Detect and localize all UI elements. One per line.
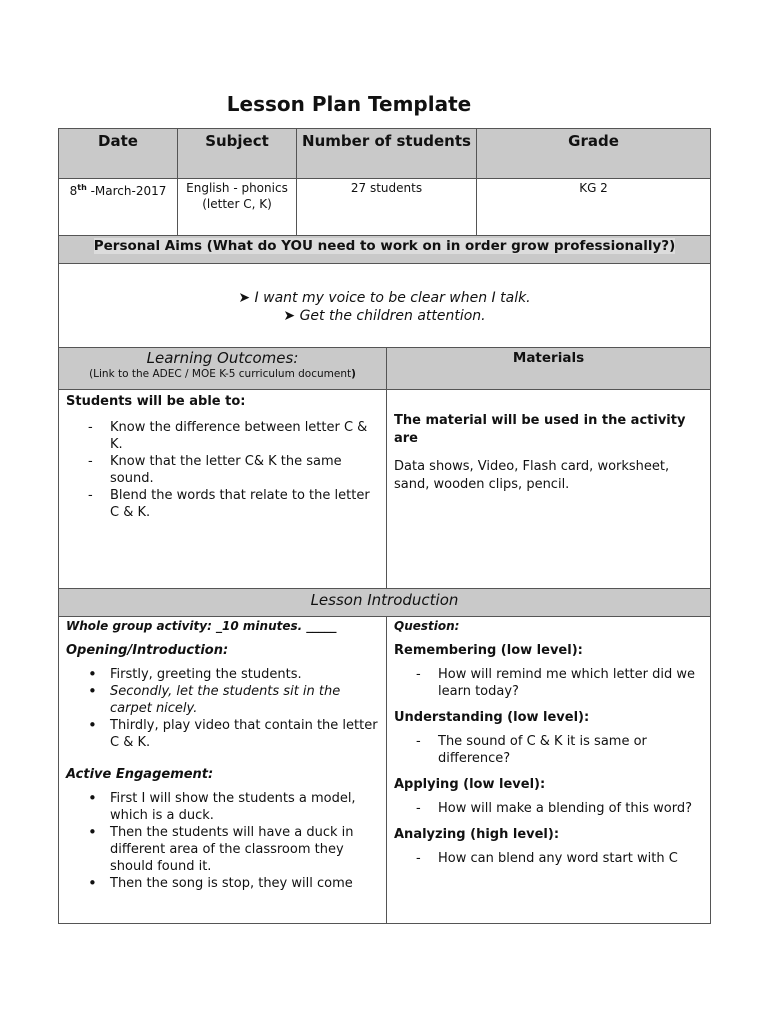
lesson-activities-cell <box>59 617 387 924</box>
applying-title: Applying (low level): <box>394 777 546 792</box>
date-cell <box>59 179 178 236</box>
aims-header-text: Personal Aims (What do YOU need to work on in order grow professionally?) <box>93 238 676 254</box>
page-title: Lesson Plan Template <box>226 92 472 116</box>
outcomes-lead: Students will be able to: <box>66 394 246 409</box>
list-item: - Know the difference between letter C & K. <box>88 419 379 453</box>
grade-header: Grade <box>477 129 711 179</box>
learning-outcomes-body <box>59 390 387 589</box>
list-item: • Firstly, greeting the students. <box>88 666 379 683</box>
understanding-list <box>394 733 703 767</box>
subject-cell: English - phonics (letter C, K) <box>178 179 297 236</box>
remembering-title: Remembering (low level): <box>394 643 583 658</box>
understanding-title: Understanding (low level): <box>394 710 590 725</box>
opening-list <box>66 666 379 751</box>
list-item: - How will remind me which letter did we learn today? <box>416 666 703 700</box>
question-label: Question: <box>394 619 460 633</box>
opening-title: Opening/Introduction: <box>66 643 229 658</box>
date-rest: -March-2017 <box>86 184 167 198</box>
date-day: 8 <box>69 184 78 198</box>
remembering-list <box>394 666 703 700</box>
list-item: - How can blend any word start with C <box>416 850 703 867</box>
outcomes-header-row <box>59 348 711 390</box>
lesson-introduction-header: Lesson Introduction <box>59 589 711 617</box>
aims-body-row <box>59 264 711 348</box>
list-item: - The sound of C & K it is same or difference? <box>416 733 703 767</box>
aim-item: ➤ I want my voice to be clear when I talk. <box>238 290 531 306</box>
materials-lead: The material will be used in the activity are <box>394 413 686 446</box>
date-header: Date <box>59 129 178 179</box>
list-item: - Blend the words that relate to the letter C & K. <box>88 487 379 521</box>
analyzing-list <box>394 850 703 867</box>
list-item: - Know that the letter C& K the same sound. <box>88 453 379 487</box>
materials-list: Data shows, Video, Flash card, worksheet, sand, wooden clips, pencil. <box>394 459 670 492</box>
subject-header: Subject <box>178 129 297 179</box>
grade-cell: KG 2 <box>477 179 711 236</box>
aims-header-row <box>59 236 711 264</box>
info-value-row <box>59 179 711 236</box>
list-item: - How will make a blending of this word? <box>416 800 703 817</box>
list-item: • First I will show the students a model, which is a duck. <box>88 790 379 824</box>
learning-outcomes-title: Learning Outcomes: <box>146 349 299 367</box>
arrowhead-bullet-icon: ➤ <box>283 308 300 324</box>
active-list <box>66 790 379 892</box>
arrowhead-bullet-icon: ➤ <box>238 290 255 306</box>
aim-item: ➤ Get the children attention. <box>283 308 486 324</box>
list-item: • Then the students will have a duck in different area of the classroom they should found it. <box>88 824 379 875</box>
analyzing-title: Analyzing (high level): <box>394 827 560 842</box>
list-item: • Secondly, let the students sit in the carpet nicely. <box>88 683 379 717</box>
learning-outcomes-header <box>59 348 387 390</box>
active-engagement-title: Active Engagement: <box>66 767 214 782</box>
date-sup: th <box>77 183 87 192</box>
learning-outcomes-subtitle: (Link to the ADEC / MOE K-5 curriculum document) <box>89 368 356 380</box>
materials-header: Materials <box>387 348 711 390</box>
students-cell: 27 students <box>297 179 477 236</box>
whole-group-activity: Whole group activity: _10 minutes. _____ <box>66 619 337 633</box>
aims-body <box>59 264 711 348</box>
aims-header <box>59 236 711 264</box>
questions-cell <box>387 617 711 924</box>
materials-body <box>387 390 711 589</box>
applying-list <box>394 800 703 817</box>
lesson-plan-table <box>58 128 711 924</box>
info-header-row <box>59 129 711 179</box>
list-item: • Thirdly, play video that contain the letter C & K. <box>88 717 379 751</box>
outcomes-list <box>66 419 379 521</box>
list-item: • Then the song is stop, they will come <box>88 875 379 892</box>
intro-body-row <box>59 617 711 924</box>
outcomes-body-row <box>59 390 711 589</box>
students-header: Number of students <box>297 129 477 179</box>
intro-header-row <box>59 589 711 617</box>
